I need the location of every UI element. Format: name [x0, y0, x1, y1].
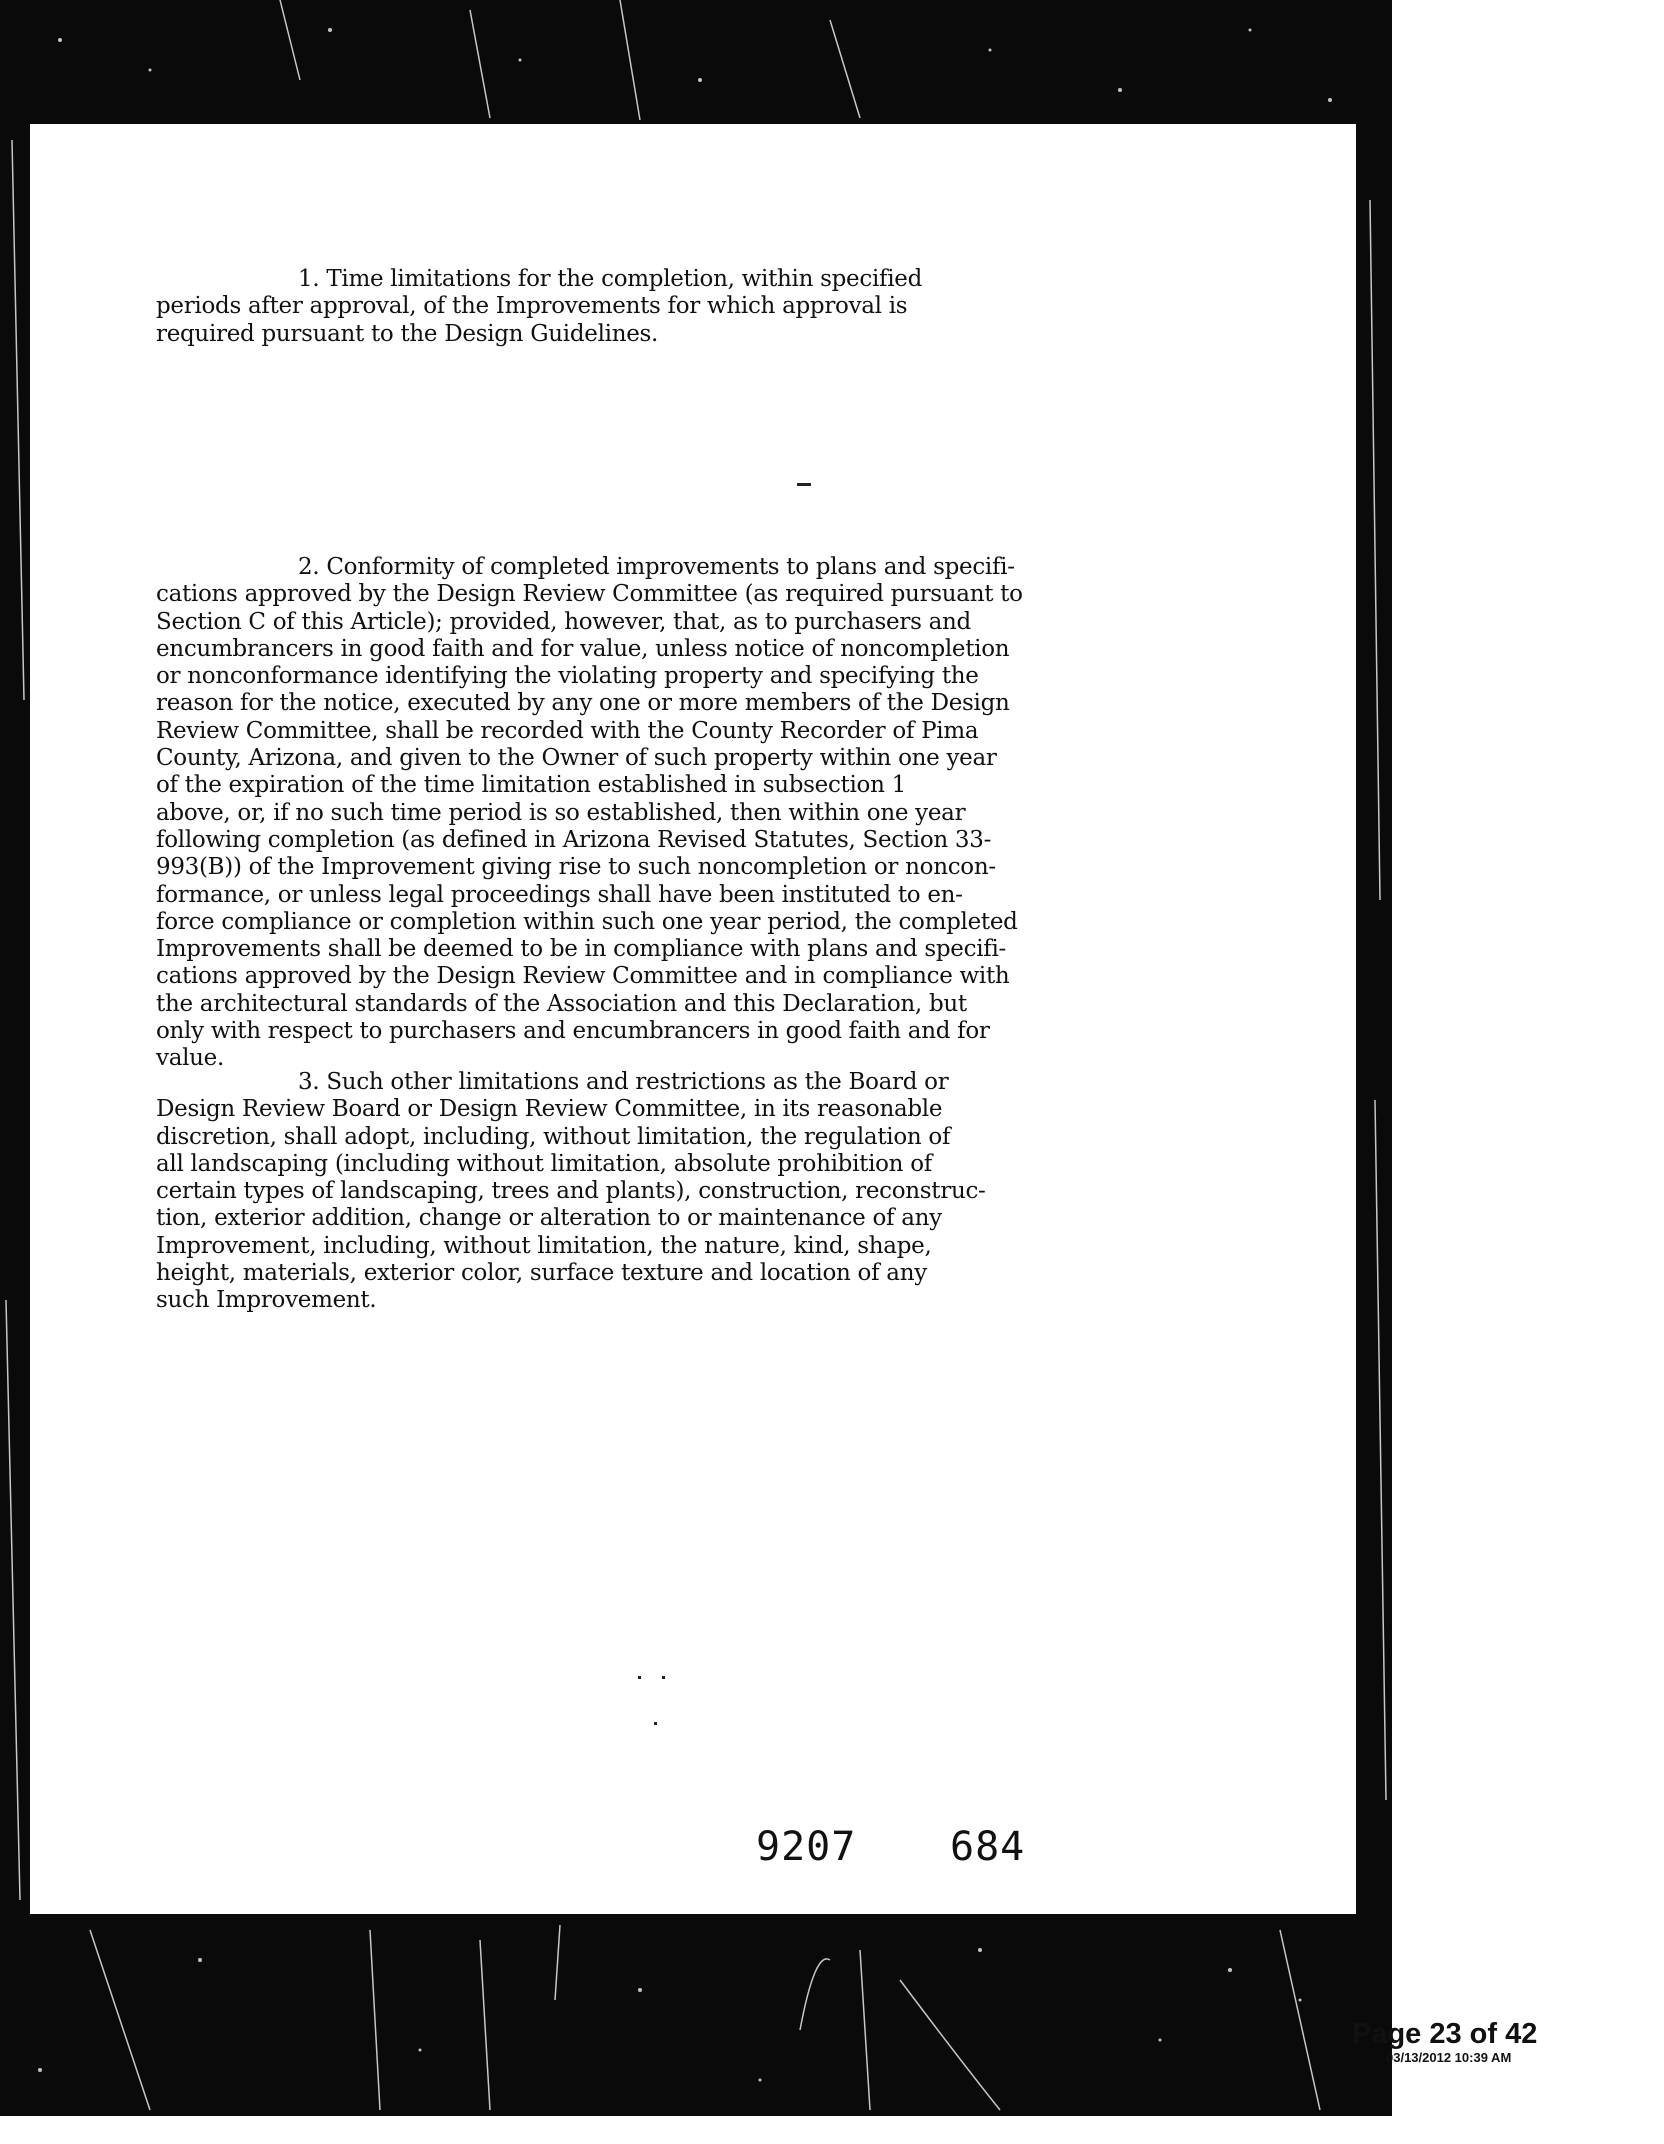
scan-dot	[654, 1722, 657, 1725]
paragraph-1-text: 1. Time limitations for the completion, within specified periods after approval, of the Improvements for which approval is required pursuant to the Design Guidelines.	[156, 266, 922, 347]
paragraph-2-text: 2. Conformity of completed improvements to plans and specifi- cations approved by the Design Review Committee (as required pursuant to Section C of this Article); provided, however, that, as to purchasers and encumbrancers in good faith and for value, unless notice of noncompletion or nonconformance identifying the violating property and specifying the reason for the notice, executed by any one or more members of the Design Review Committee, shall be recorded with the County Recorder of Pima County, Arizona, and given to the Owner of such property within one year of the expiration of the time limitation established in subsection 1 above, or, if no such time period is so established, then within one year following completion (as defined in Arizona Revised Statutes, Section 33- 993(B)) of the Improvement giving rise to such noncompletion or noncon- formance, or unless legal proceedings shall have been instituted to en- force compliance or completion within such one year period, the completed Improvements shall be deemed to be in compliance with plans and specifi- cations approved by the Design Review Committee and in compliance with the architectural standards of the Association and this Declaration, but only with respect to purchasers and encumbrancers in good faith and for value.	[156, 554, 1023, 1072]
page-footer	[1352, 2018, 1652, 2065]
document-page	[30, 124, 1356, 1914]
paragraph-1	[156, 266, 1166, 348]
book-number: 9207	[756, 1824, 857, 1870]
scan-mark	[797, 483, 811, 486]
scan-dot	[638, 1676, 641, 1679]
paragraph-2	[156, 554, 1166, 1073]
page-number: 684	[950, 1824, 1026, 1870]
page-indicator: Page 23 of 42	[1352, 2018, 1538, 2050]
print-timestamp: 03/13/2012 10:39 AM	[1386, 2050, 1512, 2065]
scan-dot	[662, 1676, 665, 1679]
paragraph-3-text: 3. Such other limitations and restrictions as the Board or Design Review Board or Design Review Committee, in its reasonable discretion, shall adopt, including, without limitation, the regulation of all landscaping (including without limitation, absolute prohibition of certain types of landscaping, trees and plants), construction, reconstruc- tion, exterior addition, change or alteration to or maintenance of any Improvement, including, without limitation, the nature, kind, shape, height, materials, exterior color, surface texture and location of any such Improvement.	[156, 1069, 986, 1314]
paragraph-3	[156, 1069, 1166, 1315]
